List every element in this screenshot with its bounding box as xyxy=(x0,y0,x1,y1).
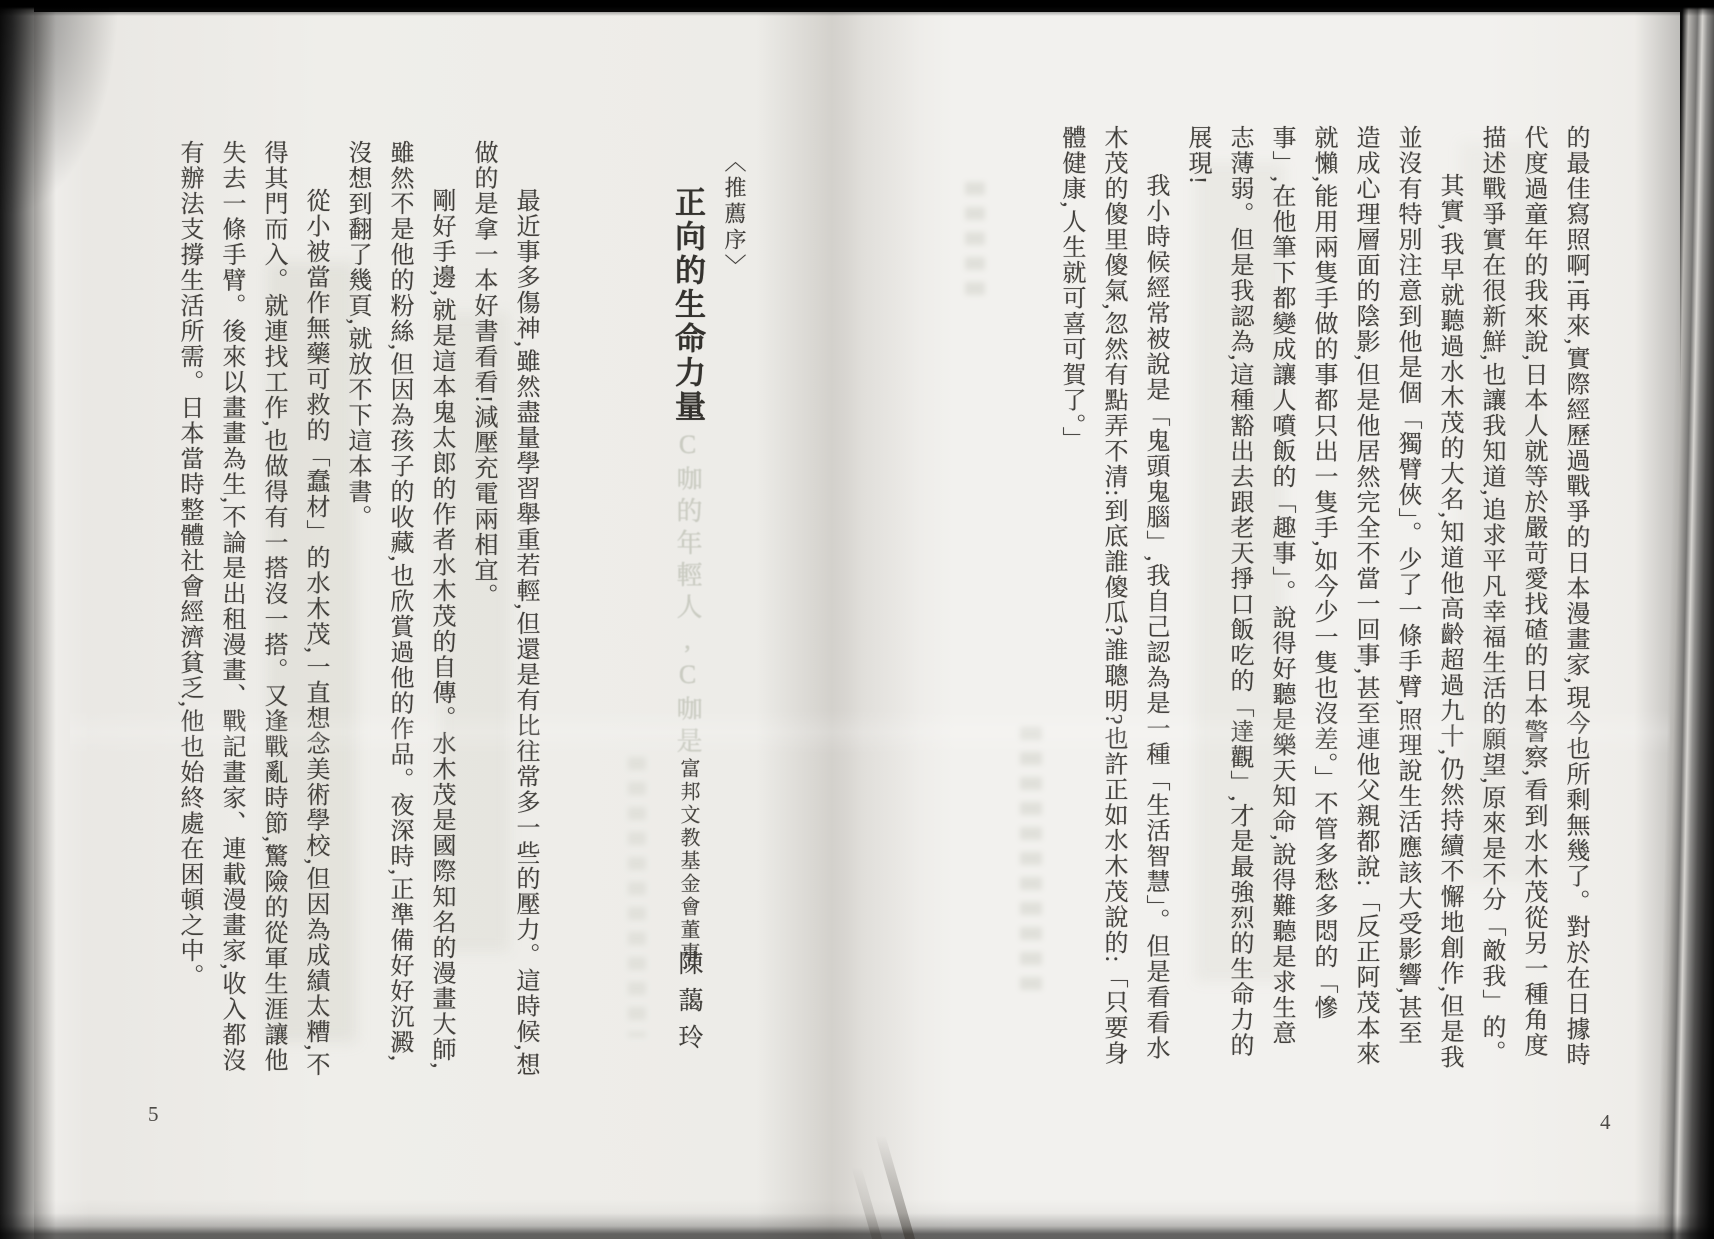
scan-edge-bottom xyxy=(0,1213,1714,1239)
show-through-smudge xyxy=(628,757,646,1037)
right-page-paragraph-1: 的最佳寫照啊!再來,實際經歷過戰爭的日本漫畫家,現今也所剩無幾了。對於在日據時代度過童年的我來說,日本人就等於嚴苛愛找碴的日本警察,看到水木茂從另一種角度描述戰爭實在很新鮮,也讓我知道,追求平凡幸福生活的願望,原來是不分「敵我」的。 xyxy=(1478,125,1588,1068)
show-through-title-text: C咖的年輕人,C咖是 xyxy=(673,430,702,759)
left-page-paragraph-2: 剛好手邊,就是這本鬼太郎的作者水木茂的自傳。水木茂是國際知名的漫畫大師,雖然不是他的粉絲,但因為孩子的收藏,也欣賞過他的作品。夜深時,正準備好好沉澱,沒想到翻了幾頁,就放不下這本書。 xyxy=(344,140,454,1070)
right-page-paragraph-3: 我小時候經常被說是「鬼頭鬼腦」,我自己認為是一種「生活智慧」。但是看看水木茂的傻里傻氣,忽然有點弄不清:到底誰傻瓜?誰聰明?也許正如水木茂說的:「只要身體健康,人生就可喜可賀了。」 xyxy=(1058,125,1168,1066)
left-page-paragraph-3: 從小被當作無藥可救的「蠢材」的水木茂,一直想念美術學校,但因為成績太糟,不得其門而入。就連找工作,也做得有一搭沒一搭。又逢戰亂時節,驚險的從軍生涯讓他失去一條手臂。後來以畫畫為生,不論是出租漫畫、戰記畫家、連載漫畫家,收入都沒有辦法支撐生活所需。日本當時整體社會經濟貧乏,他也始終處在困頓之中。 xyxy=(176,140,328,1078)
author-name: 陳藹玲 xyxy=(675,950,702,1061)
page-edge-left-shadow xyxy=(0,0,120,220)
left-page-body xyxy=(168,140,546,1085)
show-through-smudge xyxy=(965,182,985,297)
author-role: 富邦文教基金會董事 xyxy=(677,758,699,965)
recommendation-title: 正向的生命力量 xyxy=(670,186,705,424)
right-page-number: 4 xyxy=(1600,1110,1611,1134)
right-page-paragraph-2: 其實,我早就聽過水木茂的大名,知道他高齡超過九十,仍然持續不懈地創作,但是我並沒有特別注意到他是個「獨臂俠」。少了一條手臂,照理說生活應該大受影響,甚至造成心理層面的陰影,但是他居然完全不當一回事,甚至連他父親都說:「反正阿茂本來就懶,能用兩隻手做的事都只出一隻手,如今少一隻也沒差。」不管多愁多悶的「慘事」,在他筆下都變成讓人噴飯的「趣事」。說得好聽是樂天知命,說得難聽是求生意志薄弱。但是我認為,這種豁出去跟老天掙口飯吃的「達觀」,才是最強烈的生命力的展現! xyxy=(1184,125,1462,1070)
show-through-smudge xyxy=(1020,727,1042,1002)
section-label: 〈推薦序〉 xyxy=(722,150,747,280)
scan-edge-top xyxy=(0,0,1714,16)
scanner-streak xyxy=(70,710,1670,754)
right-page-body xyxy=(1050,125,1596,1070)
left-page-paragraph-1: 最近事多傷神,雖然盡量學習舉重若輕,但還是有比往常多一些的壓力。這時候,想做的是拿一本好書看看!減壓充電兩相宜。 xyxy=(470,140,538,1078)
left-page-number: 5 xyxy=(148,1102,159,1126)
book-spread xyxy=(30,12,1680,1239)
